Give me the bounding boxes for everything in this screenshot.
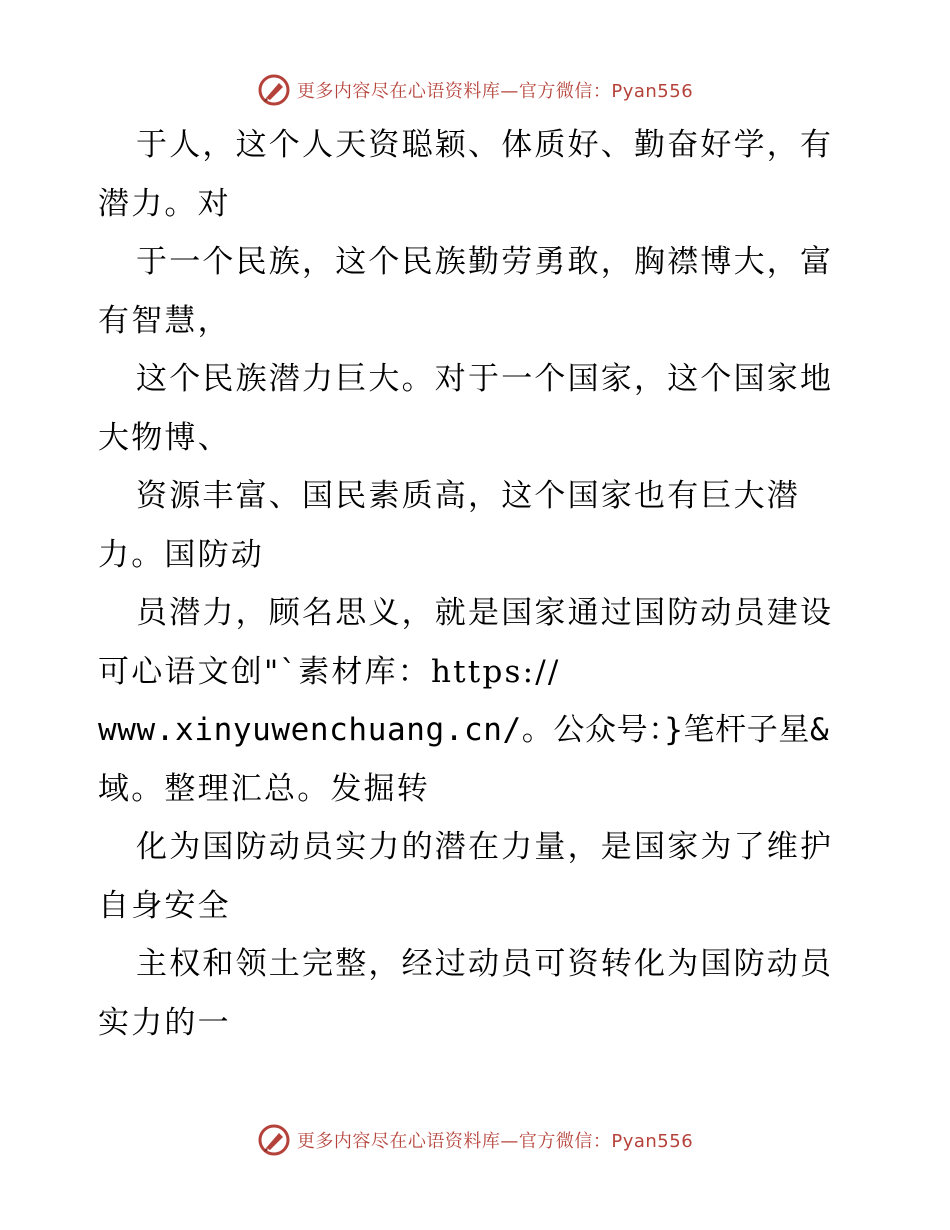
text-line-7: 资源丰富、国民素质高，这个国家也有巨大潜 <box>136 478 800 514</box>
text-line-15: 主权和领土完整，经过动员可资转化为国防动员 <box>136 946 834 982</box>
text-line-8: 力。国防动 <box>98 536 264 573</box>
document-body <box>98 116 858 1052</box>
pen-logo-icon <box>257 73 291 107</box>
text-line-1: 于人，这个人天资聪颖、体质好、勤奋好学，有 <box>136 127 834 163</box>
header-banner <box>0 70 950 110</box>
text-line-5: 这个民族潜力巨大。对于一个国家，这个国家地 <box>136 361 834 397</box>
text-line-11: www.xinyuwenchuang.cn/。公众号：}笔杆子星& <box>98 712 830 748</box>
footer-banner-text: 更多内容尽在心语资料库—官方微信：Pyan556 <box>296 1131 694 1152</box>
text-line-12: 域。整理汇总。发掘转 <box>98 770 430 807</box>
text-line-6: 大物博、 <box>98 419 231 456</box>
footer-banner <box>0 1120 950 1160</box>
text-line-3: 于一个民族，这个民族勤劳勇敢，胸襟博大，富 <box>136 244 834 280</box>
text-line-9: 员潜力，顾名思义，就是国家通过国防动员建设 <box>136 595 834 631</box>
text-line-14: 自身安全 <box>98 887 231 924</box>
text-line-4: 有智慧， <box>98 302 231 339</box>
pen-logo-icon <box>257 1123 291 1157</box>
text-line-16: 实力的一 <box>98 1004 231 1041</box>
text-line-13: 化为国防动员实力的潜在力量，是国家为了维护 <box>136 829 834 865</box>
text-line-10: 可心语文创"`素材库：https:// <box>98 653 561 690</box>
text-line-2: 潜力。对 <box>98 185 231 222</box>
header-banner-text: 更多内容尽在心语资料库—官方微信：Pyan556 <box>296 81 694 102</box>
